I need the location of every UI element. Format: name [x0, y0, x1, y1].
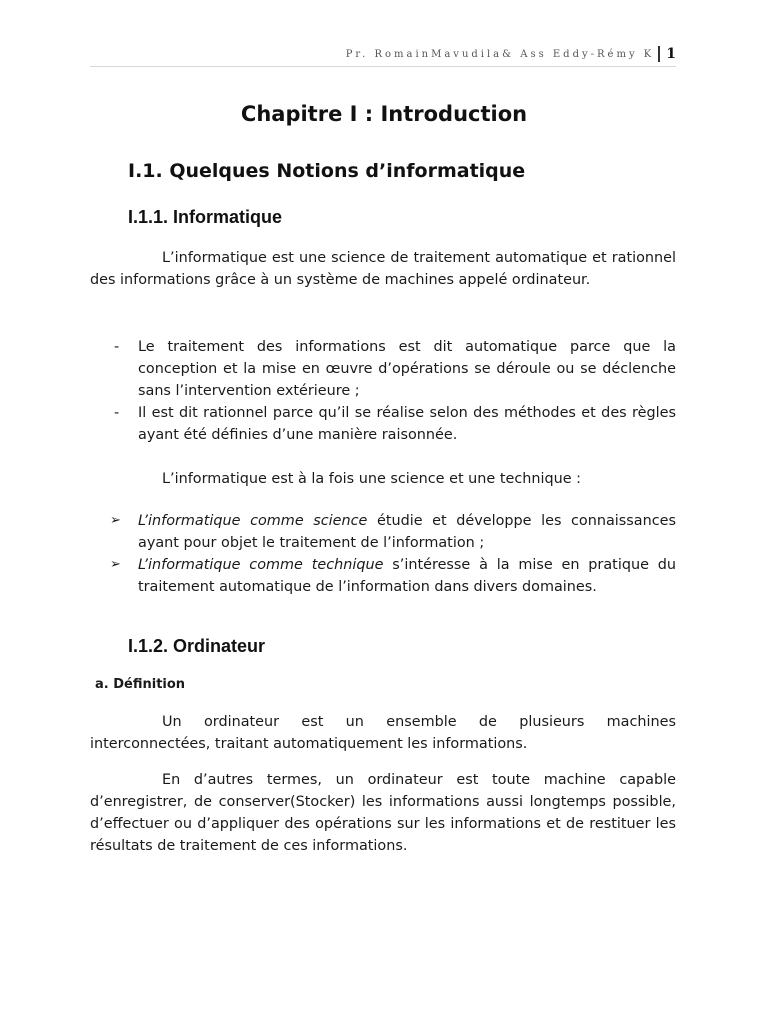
arrow-bullet-icon: ➢	[110, 557, 121, 572]
dash-marker: -	[114, 405, 120, 421]
arrow-list	[90, 510, 676, 598]
list-item	[90, 554, 676, 598]
list-item	[90, 510, 676, 554]
informatique-intro-paragraph: L’informatique est une science de traitement automatique et rationnel des informations grâce à un système de machines appelé ordinateur.	[90, 250, 676, 288]
list-item-text: s’intéresse à la mise en pratique du traitement automatique de l’information dans divers domaines.	[138, 557, 676, 595]
dash-list	[90, 336, 676, 446]
page-number: 1	[666, 46, 676, 62]
header-rule	[90, 66, 676, 67]
chapter-title: Chapitre I : Introduction	[240, 102, 528, 126]
list-item-text: étudie et développe les connaissances ayant pour objet le traitement de l’information ;	[138, 513, 676, 551]
section-title: I.1. Quelques Notions d’informatique	[128, 160, 526, 182]
list-item-emphasis: L’informatique comme technique	[138, 557, 384, 573]
subsection-title-informatique: I.1.1. Informatique	[128, 207, 283, 227]
list-item	[90, 402, 676, 446]
dash-marker: -	[114, 339, 120, 355]
subsection-title-ordinateur: I.1.2. Ordinateur	[128, 636, 266, 656]
definition-paragraph-1: Un ordinateur est un ensemble de plusieurs machines interconnectées, traitant automatiquement les informations.	[90, 714, 676, 752]
list-item-text: Le traitement des informations est dit automatique parce que la conception et la mise en œuvre d’opérations se déroule ou se déclenche sans l’intervention extérieure ;	[138, 339, 676, 399]
header-separator	[658, 46, 660, 62]
list-item	[90, 336, 676, 402]
running-header	[346, 46, 676, 62]
science-technique-statement: L’informatique est à la fois une science et une technique :	[162, 471, 582, 487]
definition-paragraph-2: En d’autres termes, un ordinateur est toute machine capable d’enregistrer, de conserver(Stocker) les informations aussi longtemps possible, d’effectuer ou d’appliquer des opérations sur les informations et de restituer les résultats de traitement de ces informations.	[90, 772, 676, 854]
running-header-title: Pr. RomainMavudila& Ass Eddy-Rémy K	[345, 48, 655, 60]
definition-heading: a. Définition	[95, 677, 186, 692]
list-item-emphasis: L’informatique comme science	[138, 513, 368, 529]
list-item-text: Il est dit rationnel parce qu’il se réalise selon des méthodes et des règles ayant été définies d’une manière raisonnée.	[138, 405, 676, 443]
arrow-bullet-icon: ➢	[110, 513, 121, 528]
